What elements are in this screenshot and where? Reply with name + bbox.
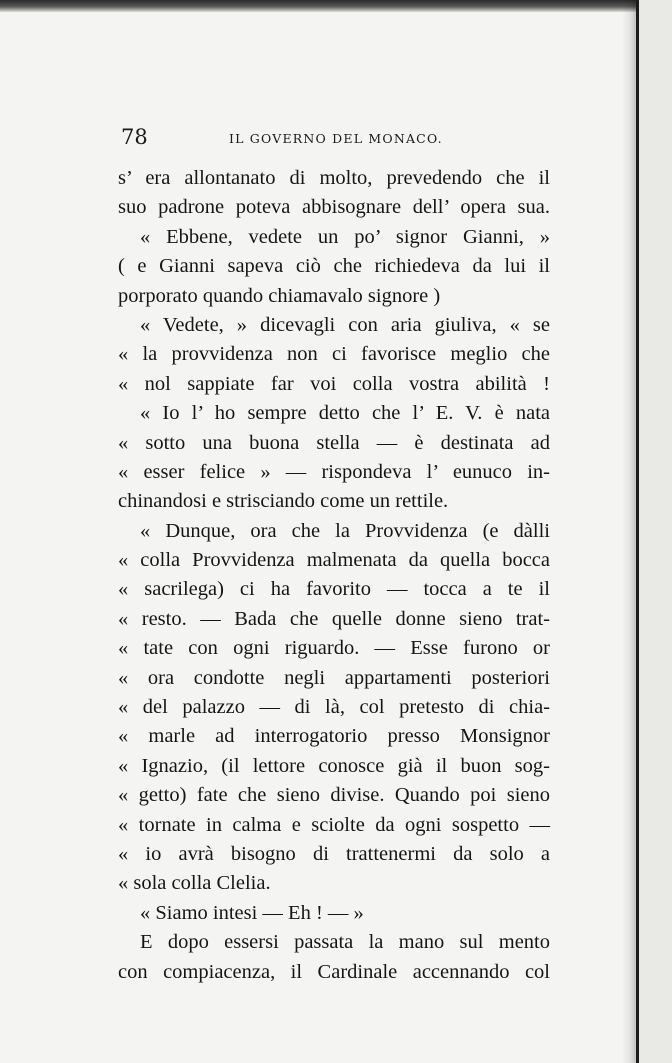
- text-line: « sacrilega) ci ha favorito — tocca a te il: [118, 578, 550, 601]
- text-line: « io avrà bisogno di trattenermi da solo a: [118, 842, 550, 865]
- text-line: « sola colla Clelia.: [118, 872, 271, 895]
- text-line: porporato quando chiamavalo signore ): [118, 284, 441, 307]
- facing-page-edge: [639, 0, 672, 1063]
- text-line: « Dunque, ora che la Provvidenza (e dàlli: [140, 519, 550, 542]
- text-line: E dopo essersi passata la mano sul mento: [140, 931, 550, 954]
- text-line: ( e Gianni sapeva ciò che richiedeva da lui il: [118, 255, 550, 278]
- page-top-edge: [0, 0, 672, 12]
- text-line: « del palazzo — di là, col pretesto di chia-: [118, 696, 550, 719]
- text-line: « Siamo intesi — Eh ! — »: [140, 901, 364, 924]
- text-line: s’ era allontanato di molto, prevedendo che il: [118, 167, 550, 189]
- text-line: « Ignazio, (il lettore conosce già il buon sog-: [118, 754, 550, 777]
- text-line: « tate con ogni riguardo. — Esse furono or: [118, 637, 550, 660]
- text-line: « getto) fate che sieno divise. Quando poi sieno: [118, 784, 550, 807]
- text-line: « nol sappiate far voi colla vostra abilità !: [118, 372, 550, 395]
- text-line: « tornate in calma e sciolte da ogni sospetto —: [118, 813, 550, 836]
- text-line: « Ebbene, vedete un po’ signor Gianni, »: [140, 225, 550, 248]
- text-line: suo padrone poteva abbisognare dell’ opera sua.: [118, 196, 550, 219]
- text-line: « Vedete, » dicevagli con aria giuliva, « se: [140, 313, 550, 336]
- running-header: [121, 123, 551, 153]
- text-line: chinandosi e strisciando come un rettile.: [118, 490, 449, 513]
- text-line: « marle ad interrogatorio presso Monsignor: [118, 725, 550, 748]
- gutter-shadow: [622, 0, 636, 1063]
- text-line: « colla Provvidenza malmenata da quella bocca: [118, 549, 550, 572]
- body-text: [118, 164, 550, 987]
- text-line: « sotto una buona stella — è destinata ad: [118, 431, 550, 454]
- page-number: 78: [121, 125, 148, 149]
- text-line: « ora condotte negli appartamenti posteriori: [118, 666, 550, 689]
- text-line: « Io l’ ho sempre detto che l’ E. V. è nata: [140, 402, 550, 425]
- text-line: « esser felice » — rispondeva l’ eunuco in-: [118, 460, 550, 483]
- running-title: IL GOVERNO DEL MONACO.: [229, 131, 443, 146]
- text-line: con compiacenza, il Cardinale accennando col: [118, 960, 550, 983]
- text-line: « resto. — Bada che quelle donne sieno trat-: [118, 607, 550, 630]
- text-line: « la provvidenza non ci favorisce meglio che: [118, 343, 550, 366]
